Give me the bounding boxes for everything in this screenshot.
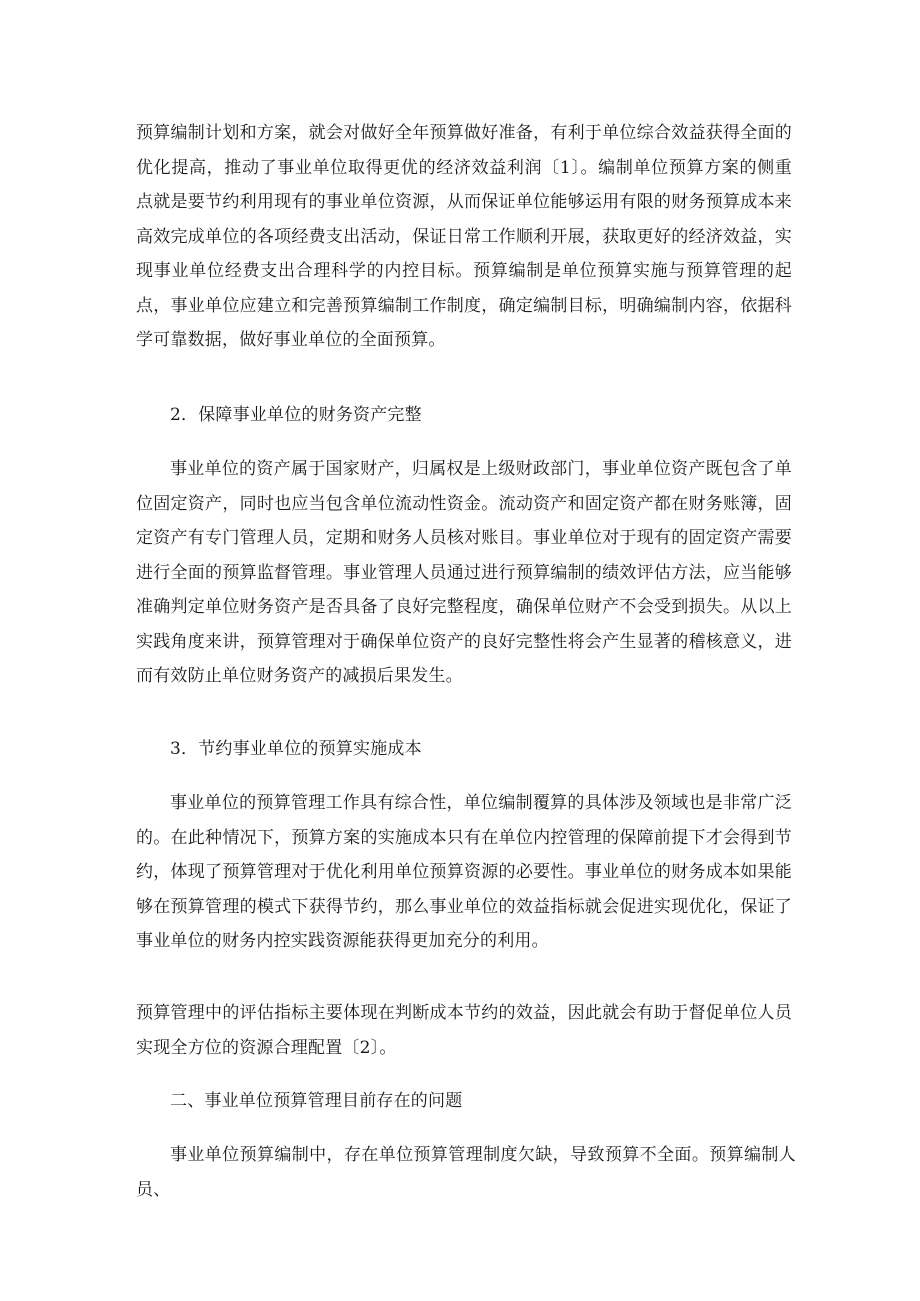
heading-asset-integrity: 2．保障事业单位的财务资产完整: [170, 405, 422, 425]
paragraph-save-cost: 事业单位的预算管理工作具有综合性，单位编制覆算的具体涉及领域也是非常广泛的。在此种情况下，预算方案的实施成本只有在单位内控管理的保障前提下才会得到节约，体现了预算管理对于优化利用单位预算资源的必要性。事业单位的财务成本如果能够在预算管理的模式下获得节约，那么事业单位的效益指标就会促进实现优化，保证了事业单位的财务内控实践资源能获得更加充分的利用。: [136, 793, 792, 951]
heading-save-cost: 3．节约事业单位的预算实施成本: [170, 739, 422, 759]
paragraph-existing-problems: 事业单位预算编制中，存在单位预算管理制度欠缺，导致预算不全面。预算编制人员、: [136, 1145, 796, 1200]
paragraph-budget-preparation: 预算编制计划和方案，就会对做好全年预算做好准备，有利于单位综合效益获得全面的优化提高，推动了事业单位取得更优的经济效益利润〔1〕。编制单位预算方案的侧重点就是要节约利用现有的事业单位资源，从而保证单位能够运用有限的财务预算成本来高效完成单位的各项经费支出活动，保证日常工作顺利开展，获取更好的经济效益，实现事业单位经费支出合理科学的内控目标。预算编制是单位预算实施与预算管理的起点，事业单位应建立和完善预算编制工作制度，确定编制目标，明确编制内容，依据科学可靠数据，做好事业单位的全面预算。: [136, 123, 792, 350]
heading-existing-problems: 二、事业单位预算管理目前存在的问题: [170, 1091, 463, 1111]
paragraph-evaluation-indicators: 预算管理中的评估指标主要体现在判断成本节约的效益，因此就会有助于督促单位人员实现全方位的资源合理配置〔2〕。: [136, 1003, 792, 1058]
paragraph-asset-integrity: 事业单位的资产属于国家财产，归属权是上级财政部门，事业单位资产既包含了单位固定资产，同时也应当包含单位流动性资金。流动资产和固定资产都在财务账簿，固定资产有专门管理人员，定期和财务人员核对账目。事业单位对于现有的固定资产需要进行全面的预算监督管理。事业管理人员通过进行预算编制的绩效评估方法，应当能够准确判定单位财务资产是否具备了良好完整程度，确保单位财产不会受到损失。从以上实践角度来讲，预算管理对于确保单位资产的良好完整性将会产生显著的稽核意义，进而有效防止单位财务资产的减损后果发生。: [136, 459, 792, 686]
